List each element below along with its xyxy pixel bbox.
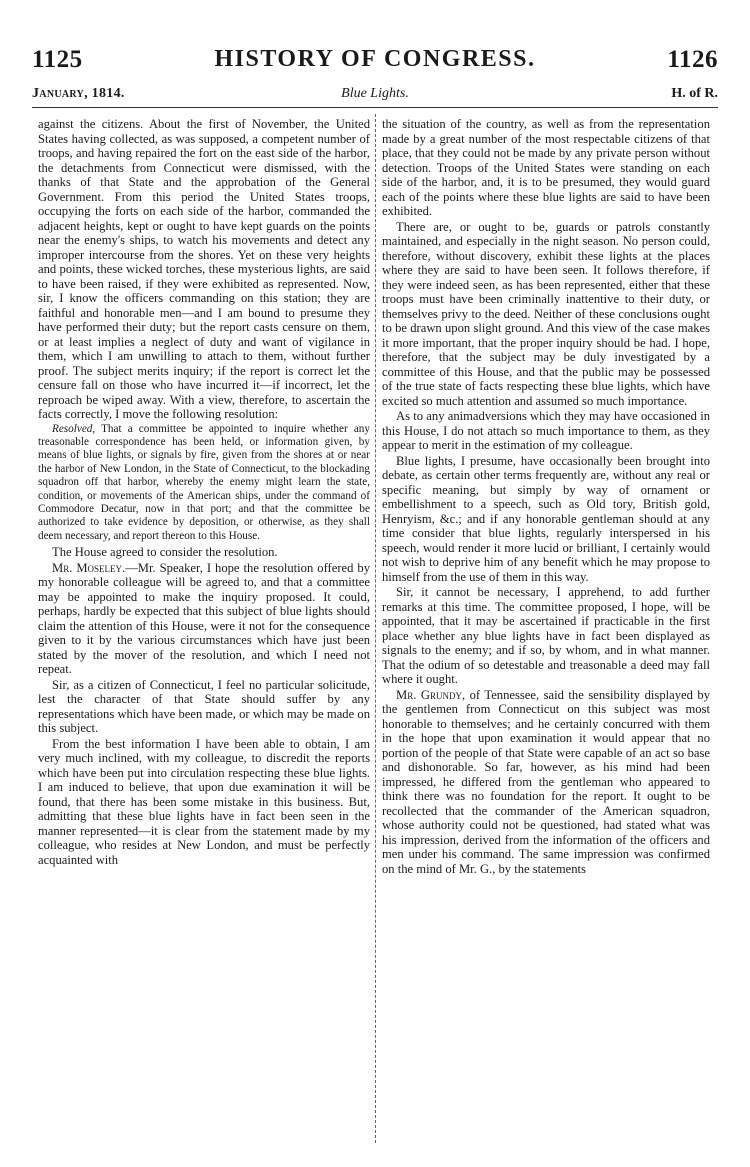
speech-paragraph bbox=[382, 688, 710, 877]
header-rule bbox=[32, 107, 718, 108]
paragraph: There are, or ought to be, guards or patrols constantly maintained, and especially in the night season. No person could, therefore, without discovery, exhibit these lights at the places where they are said to have been seen. It follows therefore, if they were indeed seen, as has been represented, either that these troops must have been criminally inattentive to their duty, or themselves privy to the deed. Neither of these conclusions ought to be drawn upon slight ground. And this view of the case makes it more important, that the proper inquiry should be had. I hope, therefore, that the subject may be duly investigated by a committee of this House, and that the public may be possessed of the true state of facts respecting these blue lights, which have excited so much attention and assumed so much importance. bbox=[382, 219, 710, 408]
resolution-text: That a committee be appointed to inquire whether any treasonable correspondence has been held, or information given, by means of blue lights, or signals by fire, given from the shores at or near the harbor of New London, in the State of Connecticut, to the blockading squadron off that harbor, whereby the enemy might learn the state, condition, or movements of the American ships, under the command of Commodore Decatur, now in that port; and that the committee be authorized to take evidence by deposition, or otherwise, as they shall deem necessary, and report thereon to this House. bbox=[38, 422, 370, 542]
header-date: January, 1814. bbox=[32, 86, 125, 101]
paragraph: Sir, it cannot be necessary, I apprehend, to add further remarks at this time. The committee proposed, I hope, will be appointed, that it may be ascertained if practicable in the first place whether any blue lights have in fact been displayed as signals to the enemy; and if so, by whom, and in what manner. That the odium of so detestable and treasonable a deed may fall where it ought. bbox=[382, 585, 710, 686]
paragraph: As to any animadversions which they may have occasioned in this House, I do not attach so much importance to them, as they appear to merit in the estimation of my colleague. bbox=[382, 409, 710, 452]
right-column bbox=[382, 117, 710, 1147]
page-number-right: 1126 bbox=[667, 46, 718, 73]
left-column bbox=[38, 117, 370, 1147]
speech-text: —Mr. Speaker, I hope the resolution offered by my honorable colleague will be agreed to, and that a committee may be appointed to make the inquiry proposed. It could, perhaps, hardly be expected that this subject of blue lights should claim the attention of this House, were it not for the consequence given to it by the various circumstances which have just been stated by the mover of the resolution, and which I need not repeat. bbox=[38, 560, 370, 677]
speech-paragraph bbox=[38, 561, 370, 677]
resolved-label: Resolved, bbox=[52, 422, 96, 435]
header-house: H. of R. bbox=[671, 86, 718, 101]
subheader bbox=[32, 86, 718, 106]
page-title: HISTORY OF CONGRESS. bbox=[214, 46, 536, 72]
speech-text: of Tennessee, said the sensibility displayed by the gentlemen from Connecticut on this subject was most honorable to themselves; and he certainly concurred with them in the hope that upon examination it would appear that no portion of the people of that State were capable of an act so base and dishonorable. So far, however, as his mind had been impressed, he differed from the gentleman who appeared to think there was no foundation for the report. It ought to be recollected that the commander of the American squadron, whose authority could not be questioned, had stated what was his impression, derived from the information of the officers and men under his command. The same impression was confirmed on the mind of Mr. G., by the statements bbox=[382, 687, 710, 876]
paragraph: The House agreed to consider the resolution. bbox=[52, 545, 278, 560]
page-number-left: 1125 bbox=[32, 46, 83, 73]
header-topic: Blue Lights. bbox=[341, 86, 409, 101]
paragraph: From the best information I have been able to obtain, I am very much inclined, with my colleague, to discredit the reports which have been put into circulation respecting these blue lights. I am induced to believe, that upon due examination it will be found, that there has been some mistake in this business. But, admitting that these blue lights have in fact been seen in the manner represented—it is clear from the statement made by my colleague, who resides at New London, and must be perfectly acquainted with bbox=[38, 736, 370, 867]
resolution-paragraph bbox=[38, 423, 370, 544]
column-divider bbox=[375, 114, 376, 1143]
running-header bbox=[32, 46, 718, 76]
speaker-name: Mr. Grundy, bbox=[396, 687, 466, 702]
speaker-name: Mr. Moseley. bbox=[52, 560, 126, 575]
paragraph: the situation of the country, as well as from the representation made by a great number of the most respectable citizens of that place, that they could not be made by any private person without detection. Troops of the United States were standing on each side of the harbor, and, it is to be presumed, they would guard each of the points where these blue lights are said to have been exhibited. bbox=[382, 117, 710, 218]
paragraph: against the citizens. About the first of November, the United States having collected, as was supposed, a competent number of troops, and having repaired the fort on the east side of the harbor, the detachments from Connecticut were dismissed, with the thanks of that State and the approbation of the General Government. From this period the United States troops, occupying the forts on each side of the harbor, commanded the adjacent heights, kept or ought to have kept guards on the points near the enemy's ships, to watch his movements and detect any improper intercourse from the shores. Yet on these very heights and points, these wicked torches, these mysterious lights, are said to have been raised, if they were exhibited as represented. Now, sir, I know the officers commanding on this station; they are faithful and honorable men—and I am bound to presume they have performed their duty; but the report casts censure on them, or at least implies a neglect of duty and want of vigilance in them, which I am unwilling to attach to them, without further proof. The subject merits inquiry; if the report is correct let the censure fall on those who have incurred it—if incorrect, let the reproach be wiped away. With a view, therefore, to ascertain the facts correctly, I move the following resolution: bbox=[38, 117, 370, 421]
paragraph: Sir, as a citizen of Connecticut, I feel no particular solicitude, lest the character of that State should suffer by any representations which have been made, or which may be made on this subject. bbox=[38, 677, 370, 736]
paragraph: Blue lights, I presume, have occasionally been brought into debate, as certain other terms frequently are, without any real or specific meaning, but simply by way of ornament or embellishment to a speech, such as Old tory, British gold, Henryism, &c.; and if any honorable gentleman should at any time consider that blue lights, regularly interspersed in his speech, would render it more lucid or brilliant, I certainly would not wish to deprive him of any benefit which he may propose to himself from the use of them in this way. bbox=[382, 453, 710, 584]
